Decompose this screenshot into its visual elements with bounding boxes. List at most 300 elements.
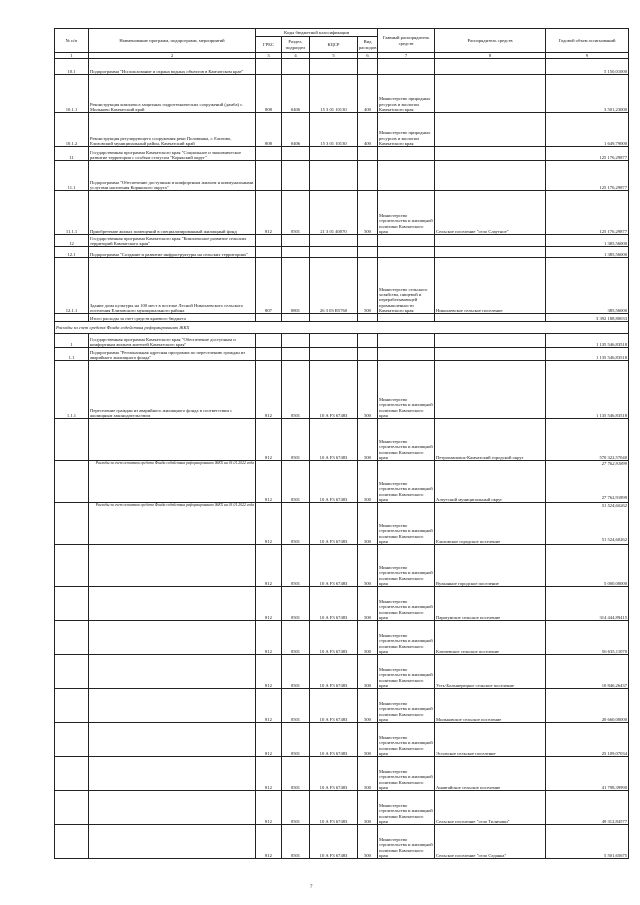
cell-grbs bbox=[256, 361, 282, 419]
header-grbs: ГРБС bbox=[256, 37, 282, 53]
header-poluch: Распорядитель средств bbox=[435, 29, 546, 53]
cell-sum bbox=[546, 258, 629, 314]
cell-kcsr bbox=[310, 258, 358, 314]
cell-grbs bbox=[256, 113, 282, 147]
cell-poluch-text: Сельское поселение "село Седанка" bbox=[436, 853, 507, 858]
cell-sum bbox=[546, 59, 629, 75]
cell-razdel bbox=[282, 361, 310, 419]
cell-razdel-text: 0501 bbox=[290, 539, 301, 544]
cell-grbs bbox=[256, 757, 282, 791]
cell-sum bbox=[546, 757, 629, 791]
cell-sum-text: 125 176,29877 bbox=[599, 185, 628, 190]
cell-kcsr bbox=[310, 825, 358, 859]
cell-glav-text: Министерство строительства и жилищной политики Камчатского края bbox=[379, 667, 433, 688]
cell-poluch bbox=[435, 419, 546, 461]
cell-kcsr bbox=[310, 161, 358, 191]
cell-num bbox=[55, 825, 89, 859]
cell-sum bbox=[546, 75, 629, 113]
cell-vid-text: 500 bbox=[364, 581, 371, 586]
cell-razdel bbox=[282, 235, 310, 247]
section-row bbox=[55, 322, 629, 334]
cell-vid bbox=[358, 314, 378, 322]
cell-num bbox=[55, 75, 89, 113]
cell-kcsr-text: 10 А F3 67483 bbox=[319, 717, 348, 722]
cell-name bbox=[89, 247, 256, 258]
cell-grbs-text: 808 bbox=[265, 141, 272, 146]
cell-grbs-text: 812 bbox=[265, 615, 272, 620]
cell-sum bbox=[546, 334, 629, 348]
cell-razdel-text: 0501 bbox=[290, 413, 301, 418]
cell-poluch-text: Вулканное городское поселение bbox=[436, 581, 499, 586]
cell-razdel-text: 0406 bbox=[290, 107, 301, 112]
cell-poluch bbox=[435, 161, 546, 191]
cell-vid-text: 500 bbox=[364, 649, 371, 654]
cell-num bbox=[55, 191, 89, 235]
cell-sum bbox=[546, 235, 629, 247]
cell-sum-text: 1 385,56000 bbox=[604, 241, 628, 246]
cell-num bbox=[55, 247, 89, 258]
cell-kcsr-text: 10 А F3 67483 bbox=[319, 615, 348, 620]
cell-sum bbox=[546, 348, 629, 361]
cell-name bbox=[89, 689, 256, 723]
cell-poluch-text: Елизовское городское поселение bbox=[436, 539, 501, 544]
cell-vid bbox=[358, 655, 378, 689]
cell-vid bbox=[358, 334, 378, 348]
cell-sum-text: 1 649,79000 bbox=[604, 141, 628, 146]
cell-grbs-text: 812 bbox=[265, 539, 272, 544]
cell-vid bbox=[358, 113, 378, 147]
cell-name bbox=[89, 587, 256, 621]
cell-sum-text: 27 762,91899 bbox=[601, 461, 628, 467]
cell-kcsr bbox=[310, 791, 358, 825]
cell-razdel bbox=[282, 147, 310, 161]
cell-grbs-text: 812 bbox=[265, 413, 272, 418]
cell-glav bbox=[378, 75, 435, 113]
cell-name-text: Подпрограмма "Создание и развитие инфраструктуры на сельских территориях" bbox=[90, 252, 249, 257]
cell-razdel bbox=[282, 419, 310, 461]
cell-glav-text: Министерство природных ресурсов и экологии Камчатского края bbox=[379, 130, 431, 146]
cell-razdel bbox=[282, 247, 310, 258]
cell-vid bbox=[358, 361, 378, 419]
cell-grbs bbox=[256, 461, 282, 503]
cell-razdel bbox=[282, 723, 310, 757]
cell-glav-text: Министерство строительства и жилищной политики Камчатского края bbox=[379, 213, 433, 234]
cell-glav-text: Министерство сельского хозяйства, пищевой и перерабатывающей промышленности Камчатского края bbox=[379, 286, 428, 313]
cell-grbs bbox=[256, 314, 282, 322]
cell-vid-text: 500 bbox=[364, 455, 371, 460]
cell-kcsr bbox=[310, 247, 358, 258]
table-row bbox=[55, 587, 629, 621]
cell-name-text: Подпрограмма "Региональная адресная программа по переселению граждан из аварийного жилищного фонда" bbox=[90, 349, 246, 360]
cell-razdel bbox=[282, 191, 310, 235]
cell-vid-text: 500 bbox=[364, 717, 371, 722]
header-num: № п/п bbox=[55, 29, 89, 53]
cell-name bbox=[89, 334, 256, 348]
cell-num-text: 10.1.1 bbox=[65, 107, 78, 112]
cell-vid bbox=[358, 348, 378, 361]
cell-name-text: Расходы за счет остатков средств Фонда содействия реформированию ЖКХ на 01.01.2022 года bbox=[95, 503, 254, 508]
cell-sum-text: 125 176,29877 bbox=[599, 155, 628, 160]
cell-sum-text: 3 392 188,80033 bbox=[596, 316, 628, 321]
table-row bbox=[55, 161, 629, 191]
cell-kcsr-text: 10 А F3 67483 bbox=[319, 683, 348, 688]
table-row bbox=[55, 147, 629, 161]
cell-sum bbox=[546, 689, 629, 723]
header-kcsr: КЦСР bbox=[310, 37, 358, 53]
cell-glav bbox=[378, 689, 435, 723]
cell-kcsr-text: 10 А F3 67483 bbox=[319, 581, 348, 586]
cell-name-text: Подпрограмма "Использование и охрана водных объектов в Камчатском крае" bbox=[90, 69, 244, 74]
cell-vid-text: 500 bbox=[364, 819, 371, 824]
cell-sum-text: 56 635,11070 bbox=[601, 649, 628, 654]
cell-num-text: 1.1.1 bbox=[66, 413, 77, 418]
cell-kcsr bbox=[310, 655, 358, 689]
cell-kcsr bbox=[310, 59, 358, 75]
cell-poluch bbox=[435, 689, 546, 723]
cell-kcsr bbox=[310, 621, 358, 655]
cell-sum-text: 1 135 546,83518 bbox=[596, 355, 628, 360]
cell-sum-text: 25 109,07034 bbox=[601, 751, 628, 756]
cell-name bbox=[89, 825, 256, 859]
cell-num-text: 10.1 bbox=[67, 69, 76, 74]
cell-num-text: 11.1.1 bbox=[65, 229, 78, 234]
cell-glav bbox=[378, 419, 435, 461]
cell-sum-text: 3 501,23000 bbox=[604, 107, 628, 112]
cell-razdel bbox=[282, 503, 310, 545]
table-row bbox=[55, 348, 629, 361]
cell-glav bbox=[378, 825, 435, 859]
cell-sum bbox=[546, 147, 629, 161]
cell-name-text: Реконструкция комплекса защитных гидротехнических сооружений (дамба) с. Мильково Камчатский край bbox=[90, 101, 244, 112]
cell-glav-text: Министерство строительства и жилищной политики Камчатского края bbox=[379, 599, 433, 620]
cell-glav bbox=[378, 235, 435, 247]
cell-razdel-text: 0501 bbox=[290, 683, 301, 688]
cell-glav bbox=[378, 147, 435, 161]
table-row bbox=[55, 235, 629, 247]
table-row bbox=[55, 314, 629, 322]
cell-grbs-text: 812 bbox=[265, 751, 272, 756]
cell-sum-text: 5 150,01000 bbox=[604, 69, 628, 74]
cell-num bbox=[55, 59, 89, 75]
cell-num bbox=[55, 757, 89, 791]
cell-sum-text: 570 322,57040 bbox=[599, 455, 628, 460]
table-row bbox=[55, 75, 629, 113]
cell-grbs bbox=[256, 147, 282, 161]
cell-razdel-text: 0801 bbox=[290, 308, 301, 313]
table-row bbox=[55, 461, 629, 503]
cell-name-text: Расходы за счет остатков средств Фонда содействия реформированию ЖКХ на 01.01.2022 года bbox=[95, 461, 254, 466]
cell-sum bbox=[546, 361, 629, 419]
cell-vid bbox=[358, 545, 378, 587]
cell-name bbox=[89, 545, 256, 587]
table-row bbox=[55, 723, 629, 757]
cell-name-text: Переселение граждан из аварийного жилищного фонда в соответствии с жилищным законодательством bbox=[90, 407, 233, 418]
cell-razdel bbox=[282, 314, 310, 322]
cell-razdel bbox=[282, 461, 310, 503]
col-number: 6 bbox=[358, 53, 378, 59]
cell-grbs-text: 812 bbox=[265, 785, 272, 790]
cell-glav bbox=[378, 334, 435, 348]
cell-kcsr bbox=[310, 113, 358, 147]
cell-name-text: Реконструкция регулирующего сооружения реки Половинка, г. Елизово, Елизовский муниципальный район, Камчатский край bbox=[90, 135, 232, 146]
cell-razdel bbox=[282, 757, 310, 791]
cell-num bbox=[55, 147, 89, 161]
cell-sum bbox=[546, 191, 629, 235]
table-row bbox=[55, 258, 629, 314]
cell-vid bbox=[358, 147, 378, 161]
cell-grbs bbox=[256, 621, 282, 655]
cell-grbs-text: 812 bbox=[265, 497, 272, 502]
cell-glav bbox=[378, 461, 435, 503]
cell-poluch-text: Мильковское сельское поселение bbox=[436, 717, 502, 722]
cell-poluch bbox=[435, 191, 546, 235]
cell-glav bbox=[378, 113, 435, 147]
cell-vid bbox=[358, 791, 378, 825]
cell-sum bbox=[546, 825, 629, 859]
table-row bbox=[55, 621, 629, 655]
header-vid: Вид расходов bbox=[358, 37, 378, 53]
cell-sum bbox=[546, 247, 629, 258]
cell-sum bbox=[546, 587, 629, 621]
cell-poluch bbox=[435, 545, 546, 587]
cell-kcsr bbox=[310, 419, 358, 461]
cell-poluch-text: Ключевское сельское поселение bbox=[436, 649, 500, 654]
cell-razdel bbox=[282, 689, 310, 723]
cell-razdel-text: 0501 bbox=[290, 455, 301, 460]
table-row bbox=[55, 545, 629, 587]
cell-kcsr bbox=[310, 361, 358, 419]
cell-name bbox=[89, 655, 256, 689]
cell-grbs bbox=[256, 334, 282, 348]
cell-sum-text: 1 385,56000 bbox=[604, 252, 628, 257]
cell-razdel-text: 0501 bbox=[290, 497, 301, 502]
cell-vid-text: 500 bbox=[364, 229, 371, 234]
cell-num bbox=[55, 334, 89, 348]
header-glav: Главный распорядитель средств bbox=[378, 29, 435, 53]
cell-poluch bbox=[435, 655, 546, 689]
header-razdel: Раздел, подраздел bbox=[282, 37, 310, 53]
cell-razdel bbox=[282, 791, 310, 825]
table-row bbox=[55, 825, 629, 859]
header-sum: Годовой объем ассигнований bbox=[546, 29, 629, 53]
cell-num bbox=[55, 791, 89, 825]
cell-kcsr-text: 10 А F3 67483 bbox=[319, 785, 348, 790]
cell-num-text: 11.1 bbox=[67, 185, 76, 190]
cell-vid bbox=[358, 247, 378, 258]
cell-vid-text: 400 bbox=[364, 141, 371, 146]
cell-sum bbox=[546, 791, 629, 825]
table-row bbox=[55, 361, 629, 419]
cell-razdel-text: 0501 bbox=[290, 853, 301, 858]
cell-poluch-text: Эссовское сельское поселение bbox=[436, 751, 496, 756]
cell-razdel bbox=[282, 113, 310, 147]
cell-grbs bbox=[256, 75, 282, 113]
cell-razdel-text: 0501 bbox=[290, 581, 301, 586]
cell-num-text: 12.1 bbox=[67, 252, 76, 257]
cell-glav bbox=[378, 621, 435, 655]
cell-grbs bbox=[256, 825, 282, 859]
cell-kcsr bbox=[310, 348, 358, 361]
cell-razdel bbox=[282, 655, 310, 689]
cell-vid bbox=[358, 757, 378, 791]
cell-razdel bbox=[282, 348, 310, 361]
cell-glav bbox=[378, 348, 435, 361]
cell-grbs-text: 812 bbox=[265, 229, 272, 234]
col-number: 9 bbox=[546, 53, 629, 59]
cell-kcsr-text: 10 А F3 67483 bbox=[319, 819, 348, 824]
cell-grbs bbox=[256, 258, 282, 314]
cell-sum-text: 20 660,00000 bbox=[601, 717, 628, 722]
cell-sum bbox=[546, 723, 629, 757]
table-row bbox=[55, 191, 629, 235]
cell-kcsr-text: 10 А F3 67483 bbox=[319, 539, 348, 544]
cell-poluch bbox=[435, 314, 546, 322]
cell-poluch bbox=[435, 825, 546, 859]
cell-razdel bbox=[282, 75, 310, 113]
cell-glav-text: Министерство строительства и жилищной политики Камчатского края bbox=[379, 735, 433, 756]
cell-name bbox=[89, 791, 256, 825]
cell-vid bbox=[358, 503, 378, 545]
cell-grbs bbox=[256, 689, 282, 723]
cell-vid-text: 500 bbox=[364, 785, 371, 790]
col-number: 7 bbox=[378, 53, 435, 59]
cell-num bbox=[55, 235, 89, 247]
cell-glav-text: Министерство строительства и жилищной политики Камчатского края bbox=[379, 397, 433, 418]
section-title: Расходы за счет средств Фонда содействия реформированию ЖКХ bbox=[55, 322, 629, 334]
cell-sum bbox=[546, 419, 629, 461]
cell-grbs bbox=[256, 419, 282, 461]
cell-name bbox=[89, 59, 256, 75]
budget-table bbox=[54, 28, 629, 859]
cell-vid bbox=[358, 461, 378, 503]
cell-num-text: 1.1 bbox=[68, 355, 75, 360]
cell-razdel-text: 0501 bbox=[290, 615, 301, 620]
cell-grbs-text: 812 bbox=[265, 853, 272, 858]
cell-glav-text: Министерство строительства и жилищной политики Камчатского края bbox=[379, 803, 433, 824]
cell-glav bbox=[378, 191, 435, 235]
cell-name-text: Государственная программа Камчатского края "Комплексное развитие сельских территорий Камчатского края" bbox=[90, 235, 247, 246]
cell-glav-text: Министерство строительства и жилищной политики Камчатского края bbox=[379, 633, 433, 654]
cell-glav-text: Министерство природных ресурсов и экологии Камчатского края bbox=[379, 96, 431, 112]
cell-razdel bbox=[282, 161, 310, 191]
cell-glav bbox=[378, 247, 435, 258]
cell-num-text: 12 bbox=[69, 241, 74, 246]
table-row bbox=[55, 419, 629, 461]
cell-glav bbox=[378, 258, 435, 314]
table-row bbox=[55, 655, 629, 689]
cell-grbs-text: 812 bbox=[265, 455, 272, 460]
cell-name bbox=[89, 419, 256, 461]
cell-name-text: Государственная программа Камчатского края "Социальное и экономическое развитие территории с особым статусом "Корякский округ" bbox=[90, 149, 242, 160]
cell-name-text: Подпрограмма "Обеспечение доступным и комфортным жильем и коммунальными услугами населения Корякского округа" bbox=[90, 179, 254, 190]
cell-grbs bbox=[256, 247, 282, 258]
cell-razdel-text: 0501 bbox=[290, 785, 301, 790]
cell-glav bbox=[378, 314, 435, 322]
cell-vid-text: 500 bbox=[364, 539, 371, 544]
cell-num-text: 11 bbox=[69, 155, 74, 160]
cell-num bbox=[55, 361, 89, 419]
cell-grbs-text: 812 bbox=[265, 717, 272, 722]
cell-name bbox=[89, 621, 256, 655]
cell-poluch bbox=[435, 723, 546, 757]
cell-poluch-text: Алеутский муниципальный округ bbox=[436, 497, 503, 502]
cell-sum-text: 5 000,00000 bbox=[604, 581, 628, 586]
cell-razdel-text: 0501 bbox=[290, 751, 301, 756]
cell-poluch bbox=[435, 587, 546, 621]
cell-kcsr-text: 21 3 01 40070 bbox=[320, 229, 347, 234]
cell-poluch bbox=[435, 461, 546, 503]
cell-name bbox=[89, 757, 256, 791]
table-row bbox=[55, 247, 629, 258]
cell-kcsr bbox=[310, 757, 358, 791]
cell-poluch bbox=[435, 247, 546, 258]
cell-sum-text: 314 444,89415 bbox=[599, 615, 628, 620]
table-row bbox=[55, 334, 629, 348]
cell-num bbox=[55, 461, 89, 503]
cell-razdel bbox=[282, 587, 310, 621]
cell-razdel bbox=[282, 258, 310, 314]
cell-sum-text: 5 501,65675 bbox=[604, 853, 628, 858]
cell-sum bbox=[546, 314, 629, 322]
cell-glav-text: Министерство строительства и жилищной политики Камчатского края bbox=[379, 481, 433, 502]
cell-name-text: Приобретение жилых помещений в специализированный жилищный фонд bbox=[90, 229, 237, 234]
cell-kcsr bbox=[310, 545, 358, 587]
cell-sum bbox=[546, 655, 629, 689]
cell-kcsr-text: 10 А F3 67483 bbox=[319, 649, 348, 654]
cell-glav bbox=[378, 587, 435, 621]
cell-sum bbox=[546, 503, 629, 545]
cell-sum bbox=[546, 545, 629, 587]
cell-kcsr bbox=[310, 503, 358, 545]
cell-poluch bbox=[435, 348, 546, 361]
cell-name-text: Здание дома культуры на 100 мест в поселке Лесной Николаевского сельского поселения Елизовского муниципального района bbox=[90, 302, 244, 313]
cell-vid-text: 500 bbox=[364, 853, 371, 858]
cell-razdel-text: 0501 bbox=[290, 229, 301, 234]
cell-name bbox=[89, 258, 256, 314]
cell-vid-text: 500 bbox=[364, 308, 371, 313]
cell-glav bbox=[378, 161, 435, 191]
cell-kcsr-text: 15 3 01 10130 bbox=[320, 141, 347, 146]
cell-sum-text: 49 312,84577 bbox=[601, 819, 628, 824]
cell-vid bbox=[358, 161, 378, 191]
col-number: 1 bbox=[55, 53, 89, 59]
cell-name bbox=[89, 361, 256, 419]
cell-name-text: Итого расходы за счет средств краевого бюджета bbox=[90, 316, 186, 321]
page-number: 7 bbox=[310, 885, 313, 890]
cell-poluch bbox=[435, 75, 546, 113]
cell-name bbox=[89, 723, 256, 757]
cell-grbs bbox=[256, 235, 282, 247]
cell-grbs bbox=[256, 161, 282, 191]
cell-grbs bbox=[256, 503, 282, 545]
cell-poluch bbox=[435, 235, 546, 247]
cell-glav bbox=[378, 791, 435, 825]
cell-num bbox=[55, 587, 89, 621]
cell-sum-text: 1 135 546,83518 bbox=[596, 342, 628, 347]
cell-glav bbox=[378, 757, 435, 791]
cell-glav bbox=[378, 503, 435, 545]
cell-grbs-text: 812 bbox=[265, 683, 272, 688]
cell-poluch bbox=[435, 258, 546, 314]
table-row bbox=[55, 113, 629, 147]
cell-poluch-text: Петропавловск-Камчатский городской округ bbox=[436, 455, 524, 460]
cell-poluch bbox=[435, 361, 546, 419]
cell-kcsr-text: 10 А F3 67483 bbox=[319, 455, 348, 460]
col-number: 3 bbox=[256, 53, 282, 59]
cell-kcsr bbox=[310, 461, 358, 503]
cell-glav-text: Министерство строительства и жилищной политики Камчатского края bbox=[379, 701, 433, 722]
cell-grbs-text: 807 bbox=[265, 308, 272, 313]
